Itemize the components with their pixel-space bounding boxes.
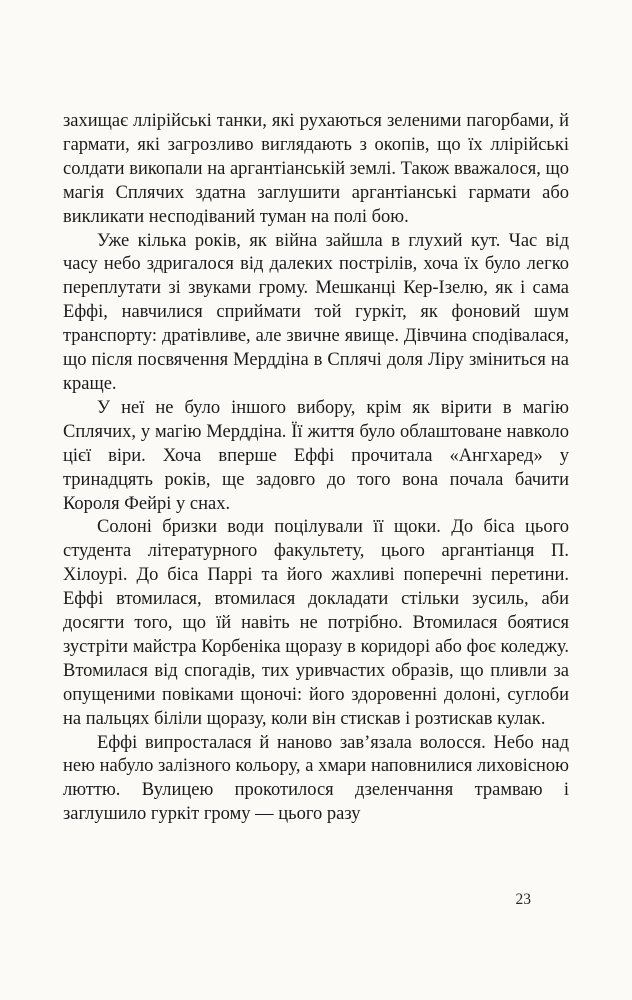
paragraph: Еффі випросталася й наново зав’язала волосся. Небо над нею набуло залізного кольору, а хмари наповнилися лиховісною люттю. Вулицею прокотилося дзеленчання трамваю і заглушило гуркіт грому — цього разу [63,732,569,825]
text-block [63,110,569,827]
paragraph: Солоні бризки води поцілували її щоки. До біса цього студента літературного факультету, цього аргантіанця П. Хілоурі. До біса Паррі та його жахливі поперечні перетини. Еффі втомилася, втомилася докладати стільки зусиль, аби досягти того, що їй навіть не потрібно. Втомилася боятися зустріти майстра Корбеніка щоразу в коридорі або фоє коледжу. Втомилася від спогадів, тих уривчастих образів, що пливли за опущеними повіками щоночі: його здоровенні долоні, суглоби на пальцях біліли щоразу, коли він стискав і розтискав кулак. [63,517,569,729]
paragraph: захищає ллірійські танки, які рухаються зеленими пагорбами, й гармати, які загрозливо виглядають з окопів, що їх ллірійські солдати викопали на аргантіанській землі. Також вважалося, що магія Сплячих здатна заглушити аргантіанські гармати або викликати несподіваний туман на полі бою. [63,111,569,227]
page-number: 23 [515,891,531,908]
paragraph: У неї не було іншого вибору, крім як вірити в магію Сплячих, у магію Мерддіна. Її життя було облаштоване навколо цієї віри. Хоча вперше Еффі прочитала «Ангхаред» у тринадцять років, ще задовго до того вона почала бачити Короля Фейрі у снах. [63,397,569,514]
paragraph: Уже кілька років, як війна зайшла в глухий кут. Час від часу небо здригалося від далеких пострілів, хоча їх було легко переплутати зі звуками грому. Мешканці Кер-Ізелю, як і сама Еффі, навчилися сприймати той гуркіт, як фоновий шум транспорту: дратівливе, але звичне явище. Дівчина сподівалася, що після посвячення Мерддіна в Сплячі доля Ліру зміниться на краще. [63,230,569,394]
